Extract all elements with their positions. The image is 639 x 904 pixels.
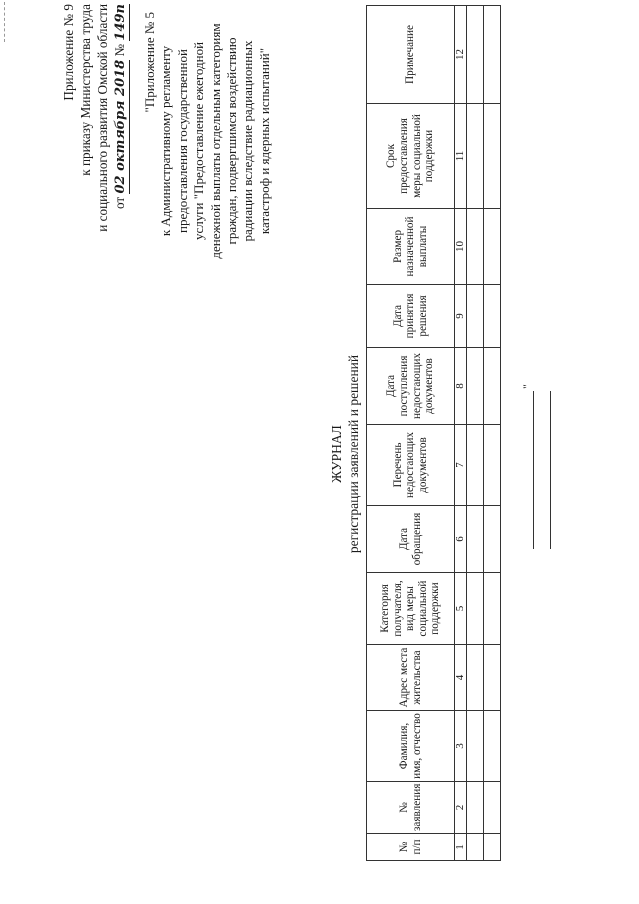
appendix-5-block — [142, 6, 273, 276]
appendix-5-line: денежной выплаты отдельным категориям — [207, 23, 223, 259]
table-cell — [484, 104, 501, 209]
scan-edge-line — [4, 2, 5, 42]
table-header-row — [367, 6, 455, 861]
column-header: Срок предоставления меры социальной поддержки — [367, 104, 455, 209]
table-cell — [484, 645, 501, 711]
table-cell — [484, 834, 501, 861]
table-cell — [467, 645, 484, 711]
closing-quote: " — [520, 384, 534, 389]
appendix-9-line3: и социального развития Омской области — [95, 4, 110, 232]
appendix-9-date-line — [111, 4, 130, 274]
signature-line — [550, 391, 551, 549]
table-cell — [484, 573, 501, 645]
table-cell — [467, 425, 484, 506]
journal-table — [366, 5, 501, 861]
column-number: 2 — [455, 782, 467, 834]
table-cell — [467, 506, 484, 573]
appendix-5-line: радиации вследствие радиационных — [240, 40, 256, 242]
appendix-5-line: граждан, подвергшимся воздействию — [224, 37, 240, 245]
column-header: Перечень недостающих документов — [367, 425, 455, 506]
table-row — [467, 6, 484, 861]
table-row — [484, 6, 501, 861]
table-cell — [484, 782, 501, 834]
appendix-5-line: услуги "Предоставление ежегодной — [191, 41, 207, 241]
appendix-9-block — [60, 4, 130, 274]
signature-line — [533, 391, 534, 549]
column-number: 11 — [455, 104, 467, 209]
column-header: № заявления — [367, 782, 455, 834]
number-prefix: № — [112, 43, 127, 57]
handwritten-date: 02 октября 2018 — [113, 59, 128, 194]
handwritten-number: 149п — [113, 4, 128, 41]
table-cell — [467, 711, 484, 782]
table-cell — [484, 6, 501, 104]
table-cell — [467, 782, 484, 834]
table-cell — [467, 285, 484, 348]
column-number-row — [455, 6, 467, 861]
column-header: Дата поступления недостающих документов — [367, 348, 455, 425]
journal-title: ЖУРНАЛ — [329, 425, 344, 483]
table-cell — [467, 209, 484, 285]
table-cell — [484, 425, 501, 506]
appendix-5-line: к Административному регламенту — [158, 45, 174, 237]
table-cell — [484, 348, 501, 425]
column-header: Дата принятия решения — [367, 285, 455, 348]
column-number: 8 — [455, 348, 467, 425]
column-number: 6 — [455, 506, 467, 573]
column-header: Адрес места жительства — [367, 645, 455, 711]
column-header: Примечание — [367, 6, 455, 104]
column-header: Дата обращения — [367, 506, 455, 573]
table-cell — [467, 573, 484, 645]
column-header: Категория получателя, вид меры социальной поддержки — [367, 573, 455, 645]
column-header: № п/п — [367, 834, 455, 861]
table-cell — [467, 104, 484, 209]
column-number: 3 — [455, 711, 467, 782]
journal-heading — [328, 304, 362, 604]
column-header: Размер назначенной выплаты — [367, 209, 455, 285]
column-header: Фамилия, имя, отчество — [367, 711, 455, 782]
appendix-9-line1: Приложение № 9 — [61, 4, 76, 101]
appendix-5-line: катастроф и ядерных испытаний" — [256, 47, 272, 235]
journal-subtitle: регистрации заявлений и решений — [346, 354, 361, 554]
table-cell — [484, 285, 501, 348]
date-prefix: от — [112, 196, 127, 209]
appendix-9-line2: к приказу Министерства труда — [78, 4, 93, 176]
column-number: 12 — [455, 6, 467, 104]
table-cell — [484, 711, 501, 782]
column-number: 7 — [455, 425, 467, 506]
column-number: 1 — [455, 834, 467, 861]
table-cell — [484, 506, 501, 573]
column-number: 4 — [455, 645, 467, 711]
table-cell — [484, 209, 501, 285]
table-cell — [467, 348, 484, 425]
appendix-5-line: предоставления государственной — [174, 49, 190, 233]
column-number: 9 — [455, 285, 467, 348]
table-cell — [467, 6, 484, 104]
appendix-5-line: "Приложение № 5 — [142, 12, 157, 113]
table-cell — [467, 834, 484, 861]
column-number: 10 — [455, 209, 467, 285]
column-number: 5 — [455, 573, 467, 645]
